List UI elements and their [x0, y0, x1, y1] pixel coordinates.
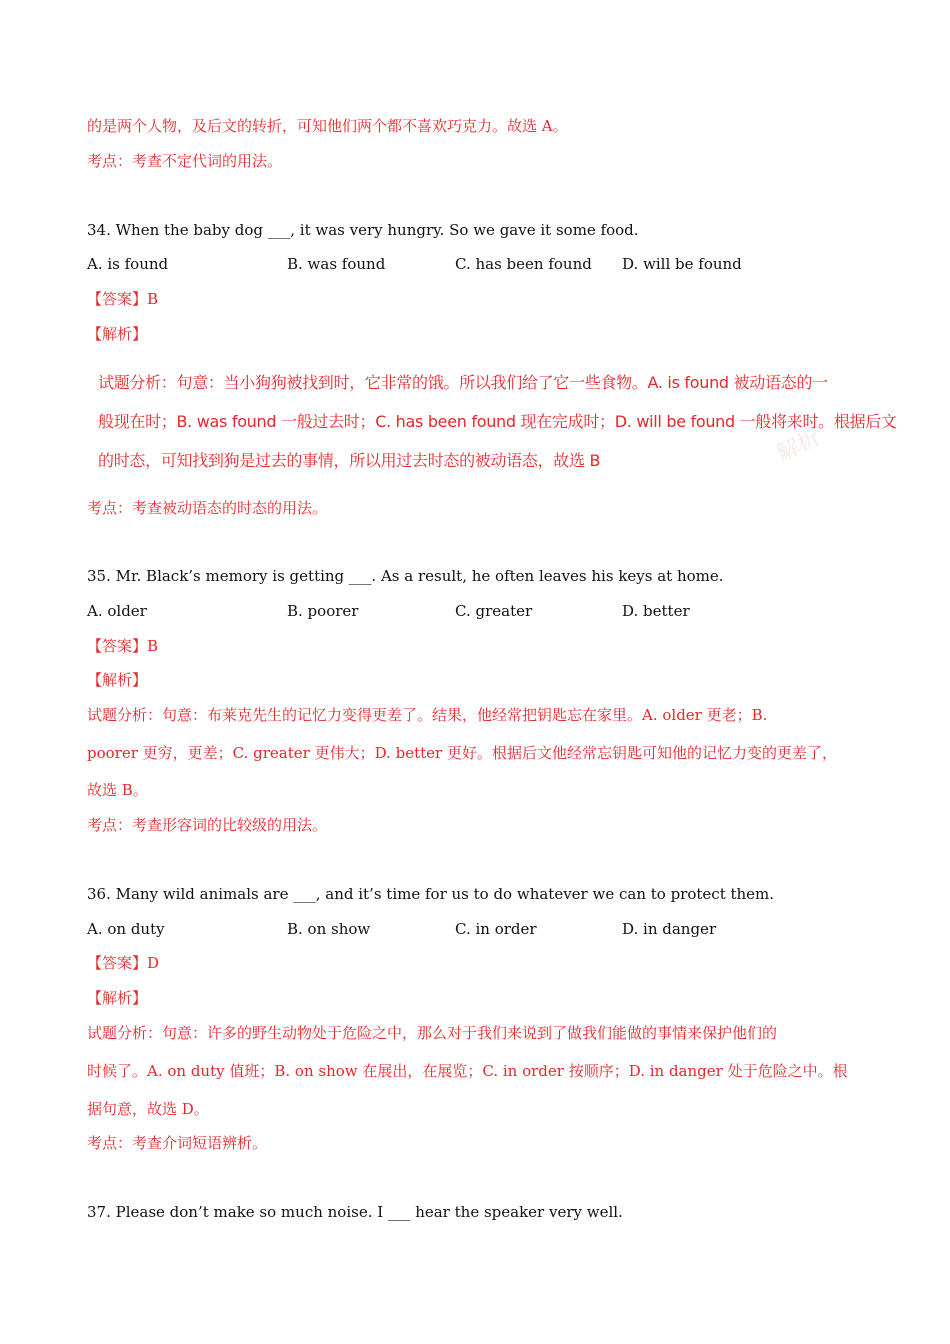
q35-analysis-label: 【解析】: [87, 671, 148, 689]
q35-option-c: C. greater: [455, 602, 533, 620]
q34-option-a: A. is found: [87, 255, 169, 273]
q35-kaodian: 考点：考查形容词的比较级的用法。: [87, 816, 328, 834]
q34-answer: 【答案】B: [87, 290, 159, 308]
question-36: 36. Many wild animals are ___, and it’s time for us to do whatever we can to protect them.: [87, 885, 775, 903]
question-37: 37. Please don’t make so much noise. I ___ hear the speaker very well.: [87, 1203, 623, 1221]
q36-option-b: B. on show: [287, 920, 371, 938]
q36-option-c: C. in order: [455, 920, 537, 938]
intro-text: 的是两个人物，及后文的转折，可知他们两个都不喜欢巧克力。故选 A。: [87, 117, 568, 135]
q34-option-b: B. was found: [287, 255, 386, 273]
q35-analysis-line-3: 故选 B。: [87, 781, 148, 799]
q34-analysis-line-3: 的时态，可知找到狗是过去的事情，所以用过去时态的被动语态，故选 B: [98, 451, 601, 470]
q35-analysis-line-1: 试题分析：句意：布莱克先生的记忆力变得更差了。结果，他经常把钥匙忘在家里。A. older 更老；B.: [87, 706, 768, 724]
q36-analysis-line-3: 据句意，故选 D。: [87, 1100, 209, 1118]
q34-analysis-line-2: 般现在时；B. was found 一般过去时；C. has been found 现在完成时；D. will be found 一般将来时。根据后文: [98, 412, 897, 431]
q36-answer: 【答案】D: [87, 954, 160, 972]
q36-kaodian: 考点：考查介词短语辨析。: [87, 1134, 268, 1152]
question-35: 35. Mr. Black’s memory is getting ___. As a result, he often leaves his keys at home.: [87, 567, 724, 585]
q36-analysis-label: 【解析】: [87, 989, 148, 1007]
q35-answer: 【答案】B: [87, 637, 159, 655]
q34-analysis-line-1: 试题分析：句意：当小狗狗被找到时，它非常的饿。所以我们给了它一些食物。A. is found 被动语态的一: [98, 373, 828, 392]
q36-option-a: A. on duty: [87, 920, 165, 938]
question-34: 34. When the baby dog ___, it was very hungry. So we gave it some food.: [87, 221, 639, 239]
q34-option-d: D. will be found: [622, 255, 742, 273]
watermark: 解析: [773, 425, 825, 468]
q35-option-b: B. poorer: [287, 602, 359, 620]
q36-option-d: D. in danger: [622, 920, 717, 938]
q35-option-a: A. older: [87, 602, 147, 620]
q35-analysis-line-2: poorer 更穷，更差；C. greater 更伟大；D. better 更好。根据后文他经常忘钥匙可知他的记忆力变的更差了，: [87, 744, 837, 762]
q36-analysis-line-2: 时候了。A. on duty 值班；B. on show 在展出，在展览；C. in order 按顺序；D. in danger 处于危险之中。根: [87, 1062, 848, 1080]
q34-kaodian: 考点：考查被动语态的时态的用法。: [87, 499, 328, 517]
q35-option-d: D. better: [622, 602, 690, 620]
q36-analysis-line-1: 试题分析：句意：许多的野生动物处于危险之中，那么对于我们来说到了做我们能做的事情来保护他们的: [87, 1024, 778, 1042]
q34-analysis-label: 【解析】: [87, 325, 148, 343]
q34-option-c: C. has been found: [455, 255, 592, 273]
kaodian-intro: 考点：考查不定代词的用法。: [87, 152, 283, 170]
